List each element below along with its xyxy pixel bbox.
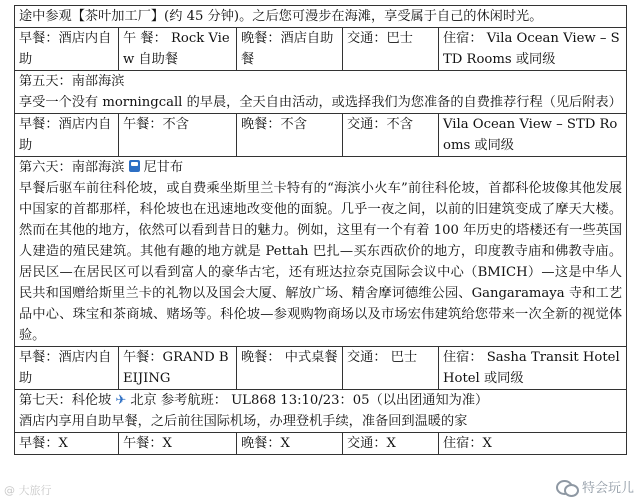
watermark-right <box>556 477 634 496</box>
itinerary-document <box>14 5 626 455</box>
day4-transport: 交通：巴士 <box>343 28 439 71</box>
day6-lunch: 午餐：GRAND BEIJING <box>119 347 237 390</box>
day7-breakfast: 早餐：X <box>15 433 119 455</box>
day7-transport: 交通：X <box>343 433 439 455</box>
day7-description: 酒店内享用自助早餐，之后前往国际机场，办理登机手续，准备回到温暖的家 <box>19 414 468 429</box>
wechat-icon <box>556 478 578 496</box>
day5-title: 第五天：南部海滨 <box>19 74 125 89</box>
day6-title <box>19 157 622 178</box>
bus-icon <box>129 160 140 172</box>
day5-block-row <box>15 71 627 114</box>
day5-transport: 交通：不含 <box>343 114 439 157</box>
day4-tail-text: 途中参观【茶叶加工厂】(约 45 分钟)。之后您可漫步在海滩，享受属于自己的休闲时光。 <box>15 6 627 28</box>
day4-lunch: 午 餐： Rock View 自助餐 <box>119 28 237 71</box>
day7-title-start: 第七天：科伦坡 <box>19 393 112 408</box>
day5-lunch: 午餐：不含 <box>119 114 237 157</box>
day5-breakfast: 早餐：酒店内自助 <box>15 114 119 157</box>
day6-block-row <box>15 157 627 347</box>
day6-description: 早餐后驱车前往科伦坡，或自费乘坐斯里兰卡特有的“海滨小火车”前往科伦坡，首都科伦坡像其他发展中国家的首都那样，科伦坡也在迅速地改变他的面貌。几乎一夜之间，以前的旧建筑变成了摩天大楼。然而在其他的地方，依然可以看到昔日的魅力。例如，这里有一个有着 100 年历史的塔楼还有一些英国人建造的殖民建筑。其他有趣的地方就是 Pettah 巴扎—买东西砍价的地方，印度教寺庙和佛教寺庙。居民区—在居民区可以看到富人的豪华古宅，还有班达拉奈克国际会议中心（BMICH）—这是中华人民共和国赠给斯里兰卡的礼物以及国会大厦、解放广场、精舍摩诃德维公园、Gangaramaya 寺和工艺品中心、珠宝和茶商城、赌场等。科伦坡—参观购物商场以及市场宏伟建筑给您带来一次全新的视觉体验。 <box>19 181 623 343</box>
day6-breakfast: 早餐：酒店内自助 <box>15 347 119 390</box>
day6-title-start: 第六天：南部海滨 <box>19 160 125 175</box>
day7-block-row <box>15 390 627 433</box>
airplane-icon: ✈ <box>115 393 127 408</box>
day6-title-end: 尼甘布 <box>143 160 184 175</box>
day4-meals-row <box>15 28 627 71</box>
day7-lunch: 午餐：X <box>119 433 237 455</box>
day5-block <box>15 71 627 114</box>
day6-block <box>15 157 627 347</box>
day7-title-end: 北京 参考航班： UL868 13:10/23：05（以出团通知为准） <box>130 393 489 408</box>
day4-hotel: 住宿： Vila Ocean View – STD Rooms 或同级 <box>439 28 627 71</box>
itinerary-table <box>14 5 627 455</box>
day7-dinner: 晚餐：X <box>237 433 343 455</box>
day7-block <box>15 390 627 433</box>
day6-hotel: 住宿： Sasha Transit Hotel Hotel 或同级 <box>439 347 627 390</box>
day4-breakfast: 早餐：酒店内自助 <box>15 28 119 71</box>
day6-dinner: 晚餐： 中式桌餐 <box>237 347 343 390</box>
day6-meals-row <box>15 347 627 390</box>
watermark-left: @ 大旅行 <box>4 484 52 497</box>
day4-dinner: 晚餐：酒店自助餐 <box>237 28 343 71</box>
day5-meals-row <box>15 114 627 157</box>
day6-transport: 交通： 巴士 <box>343 347 439 390</box>
day7-hotel: 住宿：X <box>439 433 627 455</box>
day5-dinner: 晚餐：不含 <box>237 114 343 157</box>
day5-description: 享受一个没有 morningcall 的早晨，全天自由活动，或选择我们为您准备的自费推荐行程（见后附表） <box>19 95 622 110</box>
watermark-right-text: 特会玩儿 <box>581 481 634 496</box>
day7-title <box>19 390 622 411</box>
day4-tail-row <box>15 6 627 28</box>
day5-hotel: Vila Ocean View – STD Rooms 或同级 <box>439 114 627 157</box>
day7-meals-row <box>15 433 627 455</box>
